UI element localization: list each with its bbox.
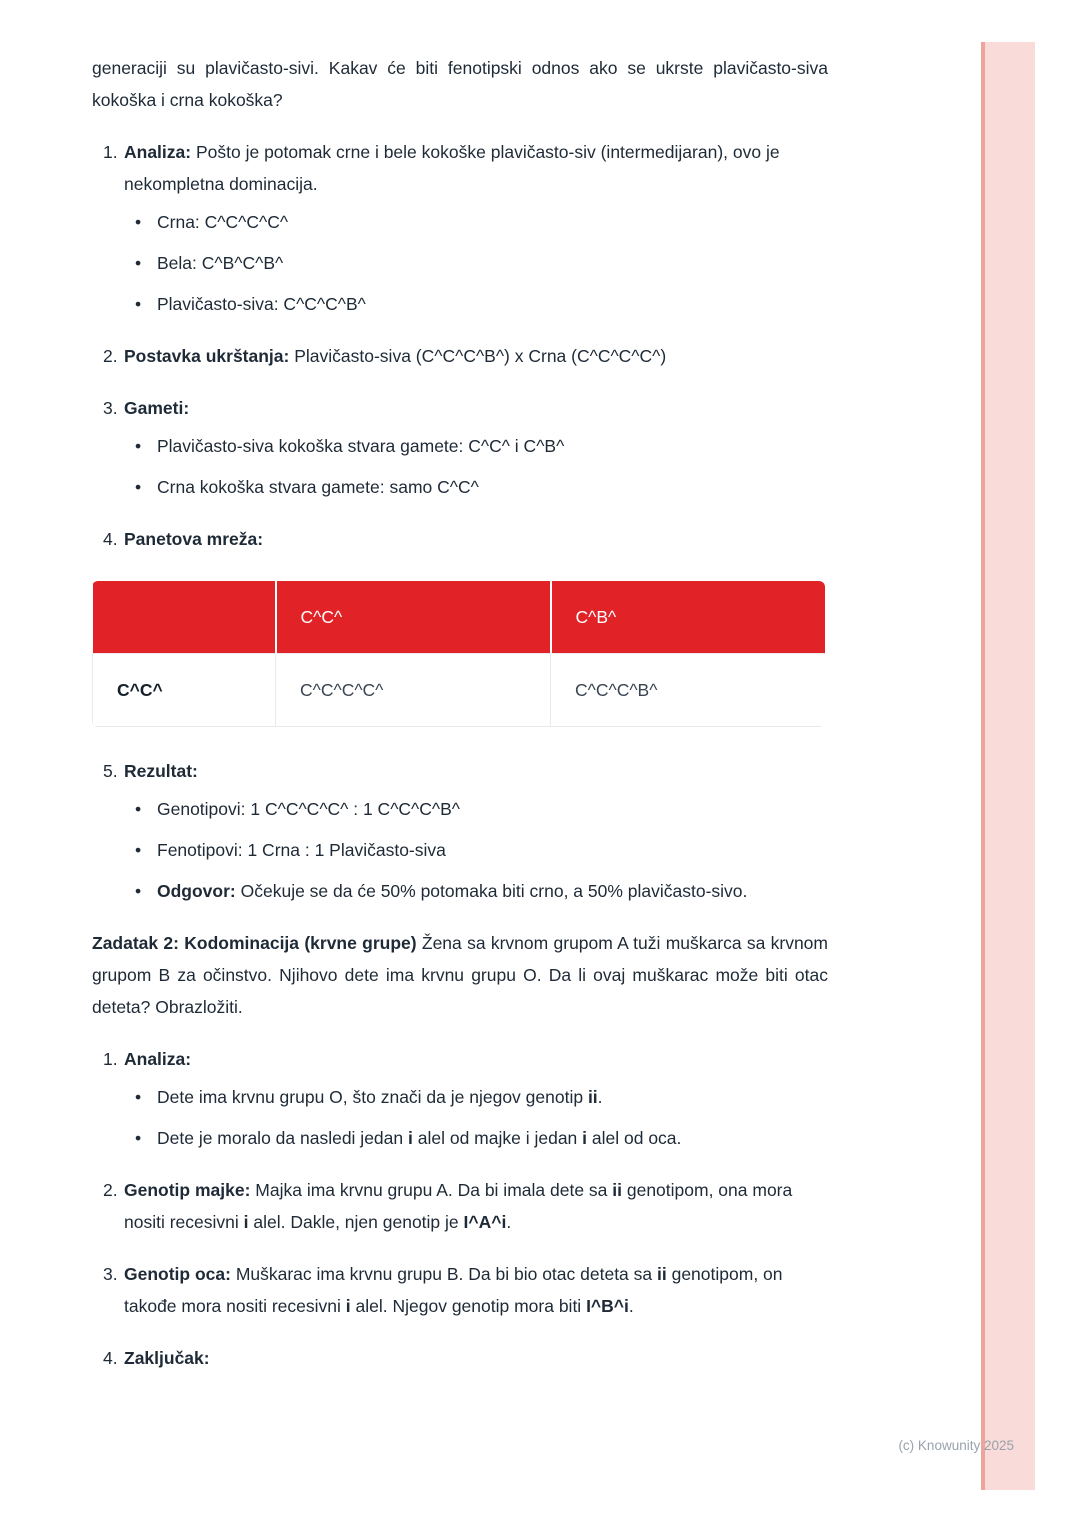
list-item-body [124, 340, 828, 372]
list-number: 1. [103, 142, 118, 162]
list-item-body [124, 1174, 828, 1238]
list-item-text [124, 1174, 828, 1238]
list-number: 3. [103, 398, 118, 418]
list-item-panetova-mreza [92, 523, 828, 555]
text-run: Genotipovi: 1 C^C^C^C^ : 1 C^C^C^B^ [157, 799, 460, 819]
bullet-icon: • [135, 253, 142, 273]
text-run: Plavičasto-siva kokoška stvara gamete: C^C^ i C^B^ [157, 436, 565, 456]
bold-text: Genotip majke: [124, 1180, 251, 1200]
text-run: Plavičasto-siva: C^C^C^B^ [157, 294, 366, 314]
table-row [93, 654, 826, 727]
text-run: Pošto je potomak crne i bele kokoške plavičasto-siv (intermedijaran), ovo je nekompletna dominacija. [124, 142, 780, 194]
bullet-item [124, 206, 828, 238]
list-item-body [124, 523, 828, 555]
text-run: Dete ima krvnu grupu O, što znači da je njegov genotip [157, 1087, 588, 1107]
list-item-text [124, 392, 828, 424]
list-item-body [124, 1342, 828, 1374]
list-item-body [124, 1043, 828, 1154]
bullet-text [157, 1122, 828, 1154]
list-item-body [124, 755, 828, 907]
bold-text: ii [587, 1087, 598, 1107]
text-run: Crna: C^C^C^C^ [157, 212, 289, 232]
zadatak2-paragraph [92, 927, 828, 1023]
text-run: Žena sa krvnom grupom A tuži muškarca sa krvnom grupom B za očinstvo. Njihovo dete ima krvnu grupu O. Da li ovaj muškarac može biti otac deteta? Obrazložiti. [92, 933, 828, 1017]
bullet-item [124, 1122, 828, 1154]
list-item-text [124, 1342, 828, 1374]
steps-list-1-continued [92, 755, 828, 907]
bullet-text [157, 875, 828, 907]
list-item-analiza [92, 136, 828, 320]
list-item-postavka [92, 340, 828, 372]
list-number: 5. [103, 761, 118, 781]
bullet-list [124, 430, 828, 503]
list-number: 4. [103, 1348, 118, 1368]
bold-text: Zadatak 2: Kodominacija (krvne grupe) [92, 933, 417, 953]
bullet-icon: • [135, 436, 142, 456]
text-run: Plavičasto-siva (C^C^C^B^) x Crna (C^C^C^C^) [289, 346, 667, 366]
bold-text: i [582, 1128, 588, 1148]
text-run: . [597, 1087, 603, 1107]
intro-paragraph: generaciji su plavičasto-sivi. Kakav će biti fenotipski odnos ako se ukrste plavičasto-siva kokoška i crna kokoška? [92, 58, 828, 110]
bold-text: i [243, 1212, 249, 1232]
copyright-text: (c) Knowunity 2025 [898, 1438, 1014, 1453]
punnett-corner-cell [93, 581, 276, 654]
text-run: Majka ima krvnu grupu A. Da bi imala dete sa [250, 1180, 613, 1200]
list-item-body [124, 1258, 828, 1322]
bullet-text [157, 1081, 828, 1113]
text-run: Crna kokoška stvara gamete: samo C^C^ [157, 477, 479, 497]
bullet-list [124, 206, 828, 320]
bullet-icon: • [135, 294, 142, 314]
list-number: 1. [103, 1049, 118, 1069]
bullet-item [124, 875, 828, 907]
bold-text: i [345, 1296, 351, 1316]
list-item-rezultat [92, 755, 828, 907]
text-run: Muškarac ima krvnu grupu B. Da bi bio otac deteta sa [230, 1264, 657, 1284]
text-run: alel od oca. [587, 1128, 682, 1148]
list-item-body [124, 392, 828, 503]
bold-text: Rezultat: [124, 761, 198, 781]
bullet-item [124, 288, 828, 320]
list-item-gameti [92, 392, 828, 503]
text-run: Bela: C^B^C^B^ [157, 253, 284, 273]
table-header-row [93, 581, 826, 654]
bullet-item [124, 1081, 828, 1113]
list-item-text [124, 1043, 828, 1075]
bullet-item [124, 834, 828, 866]
bullet-text [157, 793, 828, 825]
bullet-item [124, 430, 828, 462]
bold-text: Panetova mreža: [124, 529, 264, 549]
list-number: 4. [103, 529, 118, 549]
bold-text: Postavka ukrštanja: [124, 346, 290, 366]
bullet-text [157, 834, 828, 866]
bullet-list [124, 793, 828, 907]
bullet-text [157, 247, 828, 279]
decorative-stripe [981, 42, 1035, 1490]
list-item-text [124, 340, 828, 372]
bold-text: I^A^i [463, 1212, 507, 1232]
text-run: Očekuje se da će 50% potomaka biti crno, a 50% plavičasto-sivo. [235, 881, 748, 901]
bold-text: ii [612, 1180, 622, 1200]
bullet-icon: • [135, 881, 142, 901]
list-number: 2. [103, 346, 118, 366]
steps-list-1 [92, 136, 828, 555]
text-run: . [506, 1212, 512, 1232]
bullet-text [157, 206, 828, 238]
steps-list-2 [92, 1043, 828, 1374]
bold-text: Genotip oca: [124, 1264, 231, 1284]
list-item-analiza-2 [92, 1043, 828, 1154]
punnett-cell-1: C^C^C^C^ [276, 654, 551, 727]
punnett-row-header: C^C^ [93, 654, 276, 727]
bold-text: i [408, 1128, 413, 1148]
text-run: genotipom, ona mora nositi recesivni [124, 1180, 793, 1232]
punnett-cell-2: C^C^C^B^ [551, 654, 826, 727]
page-content [92, 52, 828, 1394]
bullet-text [157, 430, 828, 462]
bold-text: ii [657, 1264, 667, 1284]
list-item-body [124, 136, 828, 320]
list-item-text [124, 136, 828, 200]
bullet-icon: • [135, 1128, 142, 1148]
list-item-zakljucak [92, 1342, 828, 1374]
punnett-table [92, 581, 825, 727]
bullet-list [124, 1081, 828, 1154]
bold-text: Analiza: [124, 1049, 192, 1069]
bullet-text [157, 471, 828, 503]
bold-text: I^B^i [586, 1296, 629, 1316]
bold-text: Zaključak: [124, 1348, 210, 1368]
punnett-col-header-2: C^B^ [551, 581, 826, 654]
list-number: 2. [103, 1180, 118, 1200]
bold-text: Odgovor: [157, 881, 236, 901]
text-run: alel od majke i jedan [412, 1128, 583, 1148]
bullet-icon: • [135, 799, 142, 819]
bullet-item [124, 793, 828, 825]
list-number: 3. [103, 1264, 118, 1284]
list-item-genotip-oca [92, 1258, 828, 1322]
bullet-item [124, 471, 828, 503]
bullet-icon: • [135, 840, 142, 860]
punnett-table-wrap [92, 581, 825, 727]
text-run: Dete je moralo da nasledi jedan [157, 1128, 408, 1148]
list-item-text [124, 1258, 828, 1322]
list-item-text [124, 755, 828, 787]
bold-text: Analiza: [124, 142, 192, 162]
text-run: genotipom, on takođe mora nositi recesivni [124, 1264, 783, 1316]
bold-text: Gameti: [124, 398, 190, 418]
text-run: alel. Njegov genotip mora biti [350, 1296, 587, 1316]
bullet-text [157, 288, 828, 320]
punnett-col-header-1: C^C^ [276, 581, 551, 654]
list-item-genotip-majke [92, 1174, 828, 1238]
bullet-icon: • [135, 477, 142, 497]
bullet-icon: • [135, 1087, 142, 1107]
list-item-text [124, 523, 828, 555]
text-run: . [628, 1296, 634, 1316]
bullet-item [124, 247, 828, 279]
text-run: alel. Dakle, njen genotip je [248, 1212, 464, 1232]
bullet-icon: • [135, 212, 142, 232]
text-run: Fenotipovi: 1 Crna : 1 Plavičasto-siva [157, 840, 446, 860]
